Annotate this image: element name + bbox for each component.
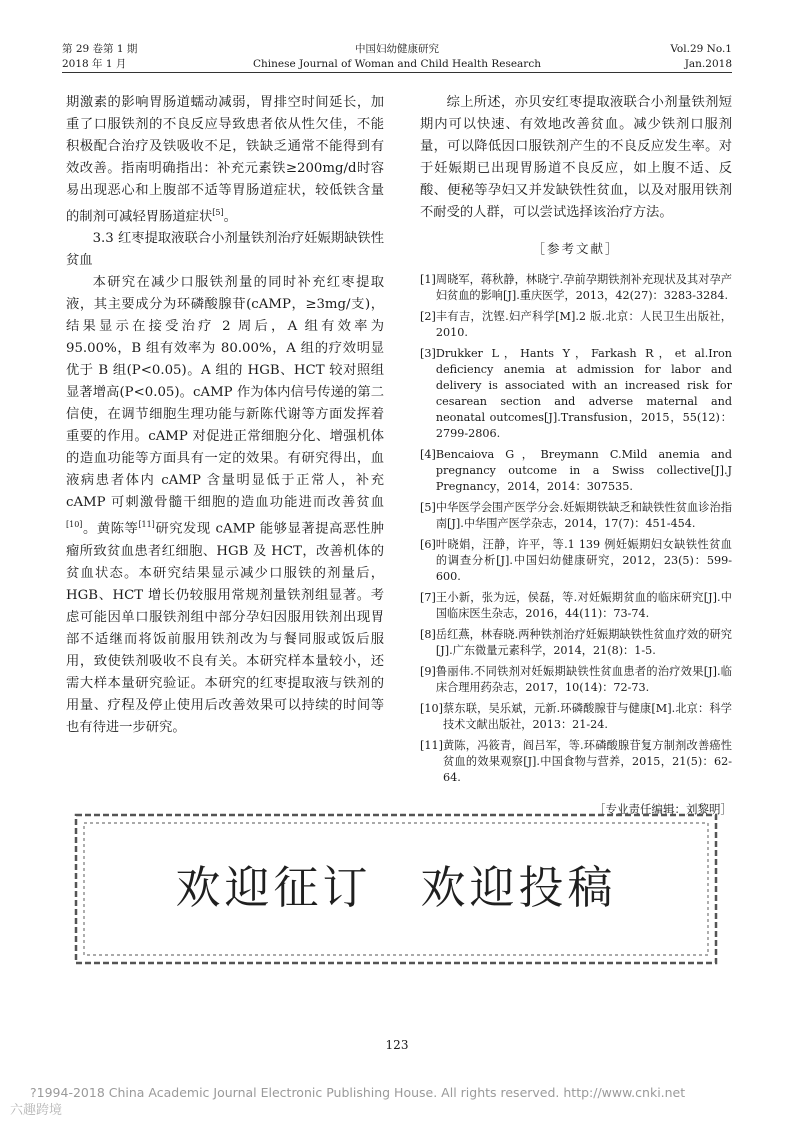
reference-text: 鲁丽伟.不同铁剂对妊娠期缺铁性贫血患者的治疗效果[J].临床合理用药杂志，2017，10(14)：72-73. [435, 665, 732, 694]
editor-note: ［专业责任编辑：刘黎明］ [594, 802, 732, 816]
reference-number: [6] [420, 538, 436, 551]
page-number: 123 [385, 1038, 409, 1052]
conclusion-paragraph: 综上所述，亦贝安红枣提取液联合小剂量铁剂短期内可以快速、有效地改善贫血。减少铁剂口服剂量，可以降低因口服铁剂产生的不良反应发生率。对于妊娠期已出现胃肠道不良反应，如上腹不适、反酸、便秘等孕妇又并发缺铁性贫血，以及对服用铁剂不耐受的人群，可以尝试选择该治疗方法。 [420, 95, 732, 220]
reference-item [420, 447, 732, 495]
watermark-logo: 六趣跨境 [10, 1103, 63, 1118]
reference-item [420, 738, 732, 786]
header-date-en: Jan.2018 [684, 58, 732, 70]
copyright-footer: ?1994-2018 China Academic Journal Electronic Publishing House. All rights reserved. http://www.cnki.net [30, 1085, 686, 1100]
reference-text: 黄陈，冯筱青，阎吕军，等.环磷酸腺苷复方制剂改善癌性贫血的效果观察[J].中国食物与营养，2015，21(5)：62-64. [442, 739, 732, 784]
reference-item [420, 664, 732, 696]
citation: [11] [138, 520, 155, 530]
header-volume: 第 29 卷第 1 期 [62, 43, 138, 55]
reference-item [420, 500, 732, 532]
reference-text: 中华医学会围产医学分会.妊娠期铁缺乏和缺铁性贫血诊治指南[J].中华围产医学杂志，2014，17(7)：451-454. [435, 501, 732, 530]
reference-text: 丰有吉，沈铿.妇产科学[M].2 版.北京：人民卫生出版社，2010. [435, 310, 732, 339]
reference-number: [1] [420, 273, 436, 286]
reference-text: 叶晓娟，汪静，许平，等.1 139 例妊娠期妇女缺铁性贫血的调查分析[J].中国妇幼健康研究，2012，23(5)：599-600. [435, 538, 732, 583]
reference-number: [2] [420, 310, 436, 323]
reference-text: 蔡东联，吴乐斌，元新.环磷酸腺苷与健康[M].北京：科学技术文献出版社，2013：21-24. [442, 702, 732, 731]
reference-item [420, 309, 732, 341]
banner-text: 欢迎征订 欢迎投稿 [175, 861, 617, 914]
left-column [66, 92, 384, 739]
citation: [10] [66, 520, 83, 530]
reference-text: 王小新，张为远，侯磊，等.对妊娠期贫血的临床研究[J].中国临床医生杂志，2016，44(11)：73-74. [435, 591, 732, 620]
reference-number: [5] [420, 501, 436, 514]
body-paragraph: 期激素的影响胃肠道蠕动减弱，胃排空时间延长，加重了口服铁剂的不良反应导致患者依从性欠佳，不能积极配合治疗及铁吸收不足，铁缺乏通常不能得到有效改善。指南明确指出：补充元素铁≥200mg/d时容易出现恶心和上腹部不适等胃肠道症状，较低铁含量的制剂可减轻胃肠道症状[5]。 [66, 95, 384, 225]
reference-text: Drukker L，Hants Y，Farkash R，et al.Iron deficiency anemia at admission for labor and delivery is associated with an increased risk for cesarean section and adverse maternal and neonatal outcomes[J].Transfusion，2015，55(12)：2799-2806. [435, 347, 732, 440]
reference-text: Bencaiova G，Breymann C.Mild anemia and pregnancy outcome in a Swiss collective[J].J Pregnancy，2014，2014：307535. [435, 448, 732, 493]
reference-number: [3] [420, 347, 436, 360]
reference-list [420, 272, 732, 786]
reference-item [420, 701, 732, 733]
citation: [5] [212, 208, 224, 217]
reference-text: 岳红燕，林春晓.两种铁剂治疗妊娠期缺铁性贫血疗效的研究[J].广东微量元素科学，2014，21(8)：1-5. [435, 628, 732, 657]
reference-number: [10] [420, 702, 443, 715]
reference-item [420, 627, 732, 659]
reference-item [420, 346, 732, 442]
reference-number: [9] [420, 665, 436, 678]
reference-number: [7] [420, 591, 436, 604]
header-date: 2018 年 1 月 [62, 58, 127, 70]
subscription-banner [74, 813, 718, 965]
body-paragraph: 本研究在减少口服铁剂量的同时补充红枣提取液，其主要成分为环磷酸腺苷(cAMP，≥3mg/支)，结果显示在接受治疗 2 周后，A 组有效率为 95.00%，B 组有效率为 80.00%，A 组的疗效明显优于 B 组(P<0.05)。A 组的 HGB、HCT 较对照组显著增高(P<0.05)。cAMP 作为体内信号传递的第二信使，在调节细胞生理功能与新陈代谢等方面发挥着重要的作用。cAMP 对促进正常细胞分化、增强机体的造血功能等方面具有一定的效果。有研究得出，血液病患者体内 cAMP 含量明显低于正常人，补充 cAMP 可刺激骨髓干细胞的造血功能进而改善贫血[10]。黄陈等[11]研究发现 cAMP 能够显著提高恶性肿瘤所致贫血患者红细胞、HGB 及 HCT，改善机体的贫血状态。本研究结果显示减少口服铁的剂量后，HGB、HCT 增长仍较服用常规剂量铁剂组显著。考虑可能因单口服铁剂组中部分孕妇因服用铁剂出现胃部不适继而将饭前服用铁剂改为与餐同服或饭后服用，致使铁剂吸收不良有关。本研究样本量较小，还需大样本量研究验证。本研究的红枣提取液与铁剂的用量、疗程及停止使用后改善效果可以持续的时间等也有待进一步研究。 [66, 275, 384, 735]
right-column [420, 92, 732, 820]
header-volume-en: Vol.29 No.1 [670, 43, 732, 55]
header-journal-cn: 中国妇幼健康研究 [355, 43, 439, 55]
reference-item [420, 537, 732, 585]
reference-number: [8] [420, 628, 436, 641]
header-rule [62, 72, 732, 73]
reference-item [420, 590, 732, 622]
reference-number: [4] [420, 448, 436, 461]
references-title: ［参考文献］ [532, 241, 620, 256]
reference-number: [11] [420, 739, 443, 752]
reference-item [420, 272, 732, 304]
reference-text: 周晓军，蒋秋静，林晓宁.孕前孕期铁剂补充现状及其对孕产妇贫血的影响[J].重庆医学，2013，42(27)：3283-3284. [435, 273, 732, 302]
section-heading: 3.3 红枣提取液联合小剂量铁剂治疗妊娠期缺铁性贫血 [66, 231, 384, 269]
header-journal-en: Chinese Journal of Woman and Child Health Research [253, 58, 541, 70]
